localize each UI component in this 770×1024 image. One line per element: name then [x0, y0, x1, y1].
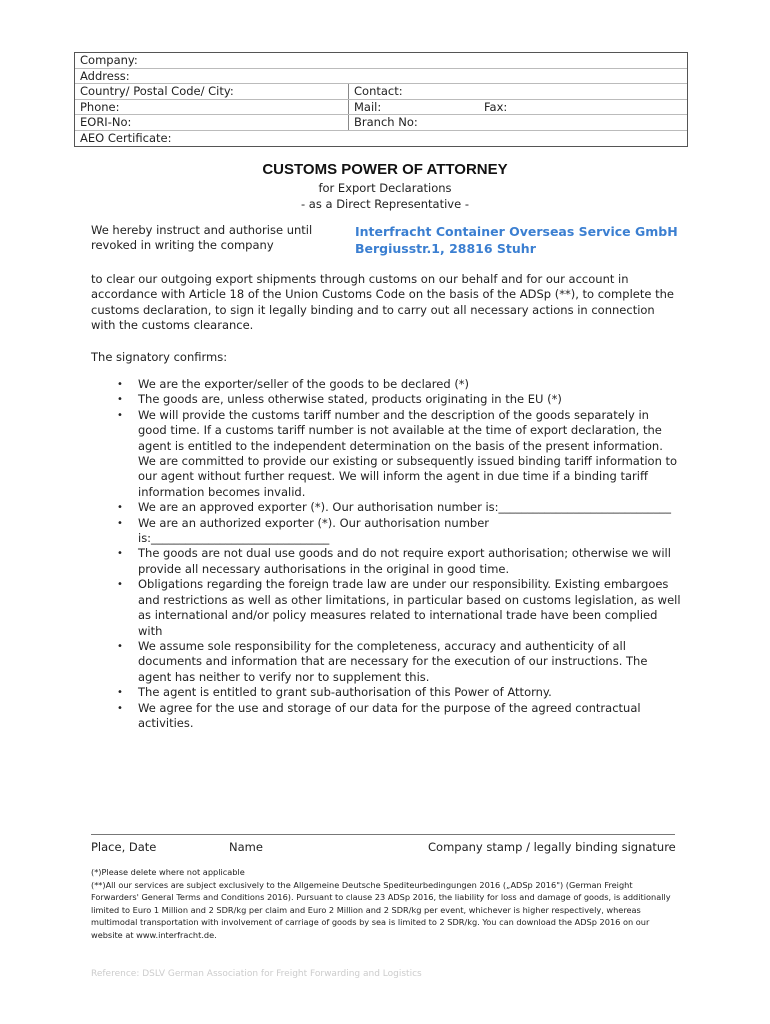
list-item: • We are an authorized exporter (*). Our authorisation number is:_______________________________ — [117, 515, 489, 546]
agent-address: Bergiusstr.1, 28816 Stuhr — [355, 241, 536, 256]
list-item: • We will provide the customs tariff number and the description of the goods separately in good time. If a customs tariff number is not available at the time of export declaration, the agent is entitled to the independent determination on the basis of the present information. We are committed to provide our existing or subsequently issued binding tariff information to our agent without further request. We will inform the agent in due time if a binding tariff information becomes invalid. — [117, 407, 678, 499]
list-item: • We are an approved exporter (*). Our authorisation number is:______________________________ — [117, 500, 672, 515]
list-item: • We agree for the use and storage of our data for the purpose of the agreed contractual activities. — [117, 700, 641, 730]
bullet-icon: • — [117, 409, 123, 421]
confirms-label: The signatory confirms: — [91, 350, 228, 364]
row-company — [75, 53, 687, 69]
contact-label: Contact: — [354, 84, 403, 99]
aeo-label: AEO Certificate: — [80, 130, 172, 145]
branch-label: Branch No: — [354, 115, 418, 130]
reference-text: Reference: DSLV German Association for Freight Forwarding and Logistics — [91, 969, 422, 979]
bullet-icon: • — [117, 687, 123, 699]
country-label: Country/ Postal Code/ City: — [75, 84, 349, 99]
list-item: • We assume sole responsibility for the completeness, accuracy and authenticity of all documents and information that are necessary for the execution of our instructions. The agent has neither to verify nor to supplement this. — [117, 638, 648, 684]
instruction-text: We hereby instruct and authorise until revoked in writing the company — [91, 223, 313, 252]
footnote-single: (*)Please delete where not applicable — [91, 867, 245, 877]
list-item: • The goods are, unless otherwise stated, products originating in the EU (*) — [117, 392, 562, 407]
agent-name: Interfracht Container Overseas Service GmbH — [355, 224, 678, 239]
company-label: Company: — [80, 53, 138, 67]
row-country — [75, 84, 687, 100]
mail-label: Mail: — [354, 99, 382, 114]
list-item: • The goods are not dual use goods and do not require export authorisation; otherwise we will provide all necessary authorisations in the original in good time. — [117, 546, 671, 576]
agent-company — [355, 223, 685, 257]
subtitle-representative: - as a Direct Representative - — [301, 197, 469, 211]
list-item: • We are the exporter/seller of the goods to be declared (*) — [117, 377, 470, 391]
phone-label: Phone: — [75, 100, 349, 115]
subtitle-export: for Export Declarations — [318, 181, 452, 195]
signature-line — [91, 834, 675, 835]
address-label: Address: — [80, 68, 130, 83]
row-phone — [75, 100, 687, 116]
confirmation-list — [91, 377, 681, 731]
bullet-icon: • — [117, 548, 123, 560]
bullet-icon: • — [117, 379, 123, 390]
row-aeo — [75, 131, 687, 146]
row-address — [75, 69, 687, 85]
eori-label: EORI-No: — [75, 115, 349, 130]
footnote-double: (**)All our services are subject exclusively to the Allgemeine Deutsche Spediteurbedingungen 2016 („ADSp 2016") (German Freight Forwarders' General Terms and Conditions 2016). Pursuant to clause 23 ADSp 2016, the liability for loss and damage of goods, is additionally limited to Euro 1 Million and 2 SDR/kg per claim and Euro 2 Million and 2 SDR/kg per event, whichever is higher respectively, whereas multimodal transportation with involvement of carriage of goods by sea is limited to 2 SDR/kg. You can download the ADSp 2016 on our website at www.interfracht.de. — [91, 879, 671, 940]
bullet-icon: • — [117, 579, 123, 591]
list-item: • The agent is entitled to grant sub-authorisation of this Power of Attorny. — [117, 685, 552, 700]
bullet-icon: • — [117, 517, 123, 529]
list-item: • Obligations regarding the foreign trade law are under our responsibility. Existing embargoes and restrictions as well as other limitations, in particular based on customs legislation, as well as international and/or policy measures related to international trade have been complied with — [117, 577, 681, 638]
row-eori — [75, 115, 687, 131]
bullet-icon: • — [117, 394, 123, 406]
body-paragraph: to clear our outgoing export shipments through customs on our behalf and for our account in accordance with Article 18 of the Union Customs Code on the basis of the ADSp (**), to complete the customs declaration, to sign it legally binding and to carry out all necessary actions in connection with the customs clearance. — [91, 272, 674, 333]
bullet-icon: • — [117, 702, 123, 714]
place-date-label: Place, Date — [91, 840, 157, 854]
footnotes — [91, 866, 681, 942]
header-info-table — [74, 52, 688, 147]
name-label: Name — [229, 840, 263, 854]
bullet-icon: • — [117, 640, 123, 652]
stamp-label: Company stamp / legally binding signature — [428, 840, 676, 854]
bullet-icon: • — [117, 502, 123, 514]
fax-label: Fax: — [484, 99, 508, 114]
document-title: CUSTOMS POWER OF ATTORNEY — [262, 161, 508, 178]
